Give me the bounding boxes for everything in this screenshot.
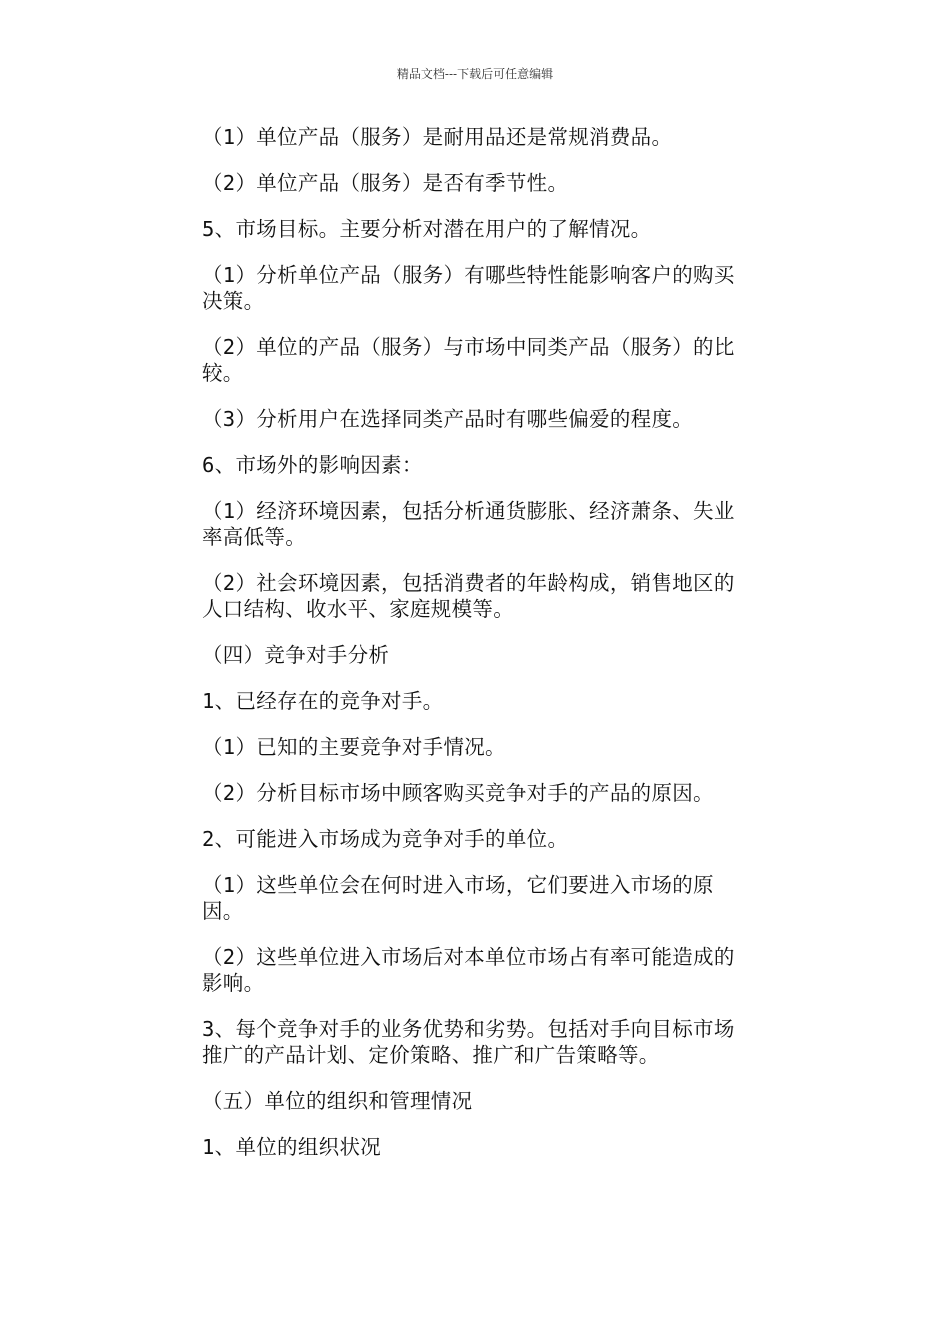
paragraph-3: 5、市场目标。主要分析对潜在用户的了解情况。 (202, 217, 652, 241)
paragraph-11: 1、已经存在的竞争对手。 (202, 689, 444, 713)
paragraph-13: （2）分析目标市场中顾客购买竞争对手的产品的原因。 (202, 781, 714, 805)
paragraph-19: 1、单位的组织状况 (202, 1135, 382, 1159)
paragraph-12: （1）已知的主要竞争对手情况。 (202, 735, 506, 759)
paragraph-2: （2）单位产品（服务）是否有季节性。 (202, 171, 569, 195)
paragraph-16: （2）这些单位进入市场后对本单位市场占有率可能造成的影响。 (202, 945, 735, 995)
section-heading-competitors: （四）竞争对手分析 (202, 643, 390, 667)
paragraph-8: （1）经济环境因素，包括分析通货膨胀、经济萧条、失业率高低等。 (202, 499, 735, 549)
paragraph-4: （1）分析单位产品（服务）有哪些特性能影响客户的购买决策。 (202, 263, 735, 313)
page-header: 精品文档---下载后可任意编辑 (396, 67, 554, 81)
paragraph-7: 6、市场外的影响因素： (202, 453, 423, 477)
paragraph-14: 2、可能进入市场成为竞争对手的单位。 (202, 827, 569, 851)
document-body (202, 124, 752, 1180)
paragraph-17: 3、每个竞争对手的业务优势和劣势。包括对手向目标市场推广的产品计划、定价策略、推广和广告策略等。 (202, 1017, 735, 1067)
paragraph-1: （1）单位产品（服务）是耐用品还是常规消费品。 (202, 125, 673, 149)
paragraph-15: （1）这些单位会在何时进入市场，它们要进入市场的原因。 (202, 873, 714, 923)
paragraph-9: （2）社会环境因素，包括消费者的年龄构成，销售地区的人口结构、收水平、家庭规模等。 (202, 571, 735, 621)
section-heading-organization: （五）单位的组织和管理情况 (202, 1089, 473, 1113)
paragraph-5: （2）单位的产品（服务）与市场中同类产品（服务）的比较。 (202, 335, 735, 385)
paragraph-6: （3）分析用户在选择同类产品时有哪些偏爱的程度。 (202, 407, 694, 431)
